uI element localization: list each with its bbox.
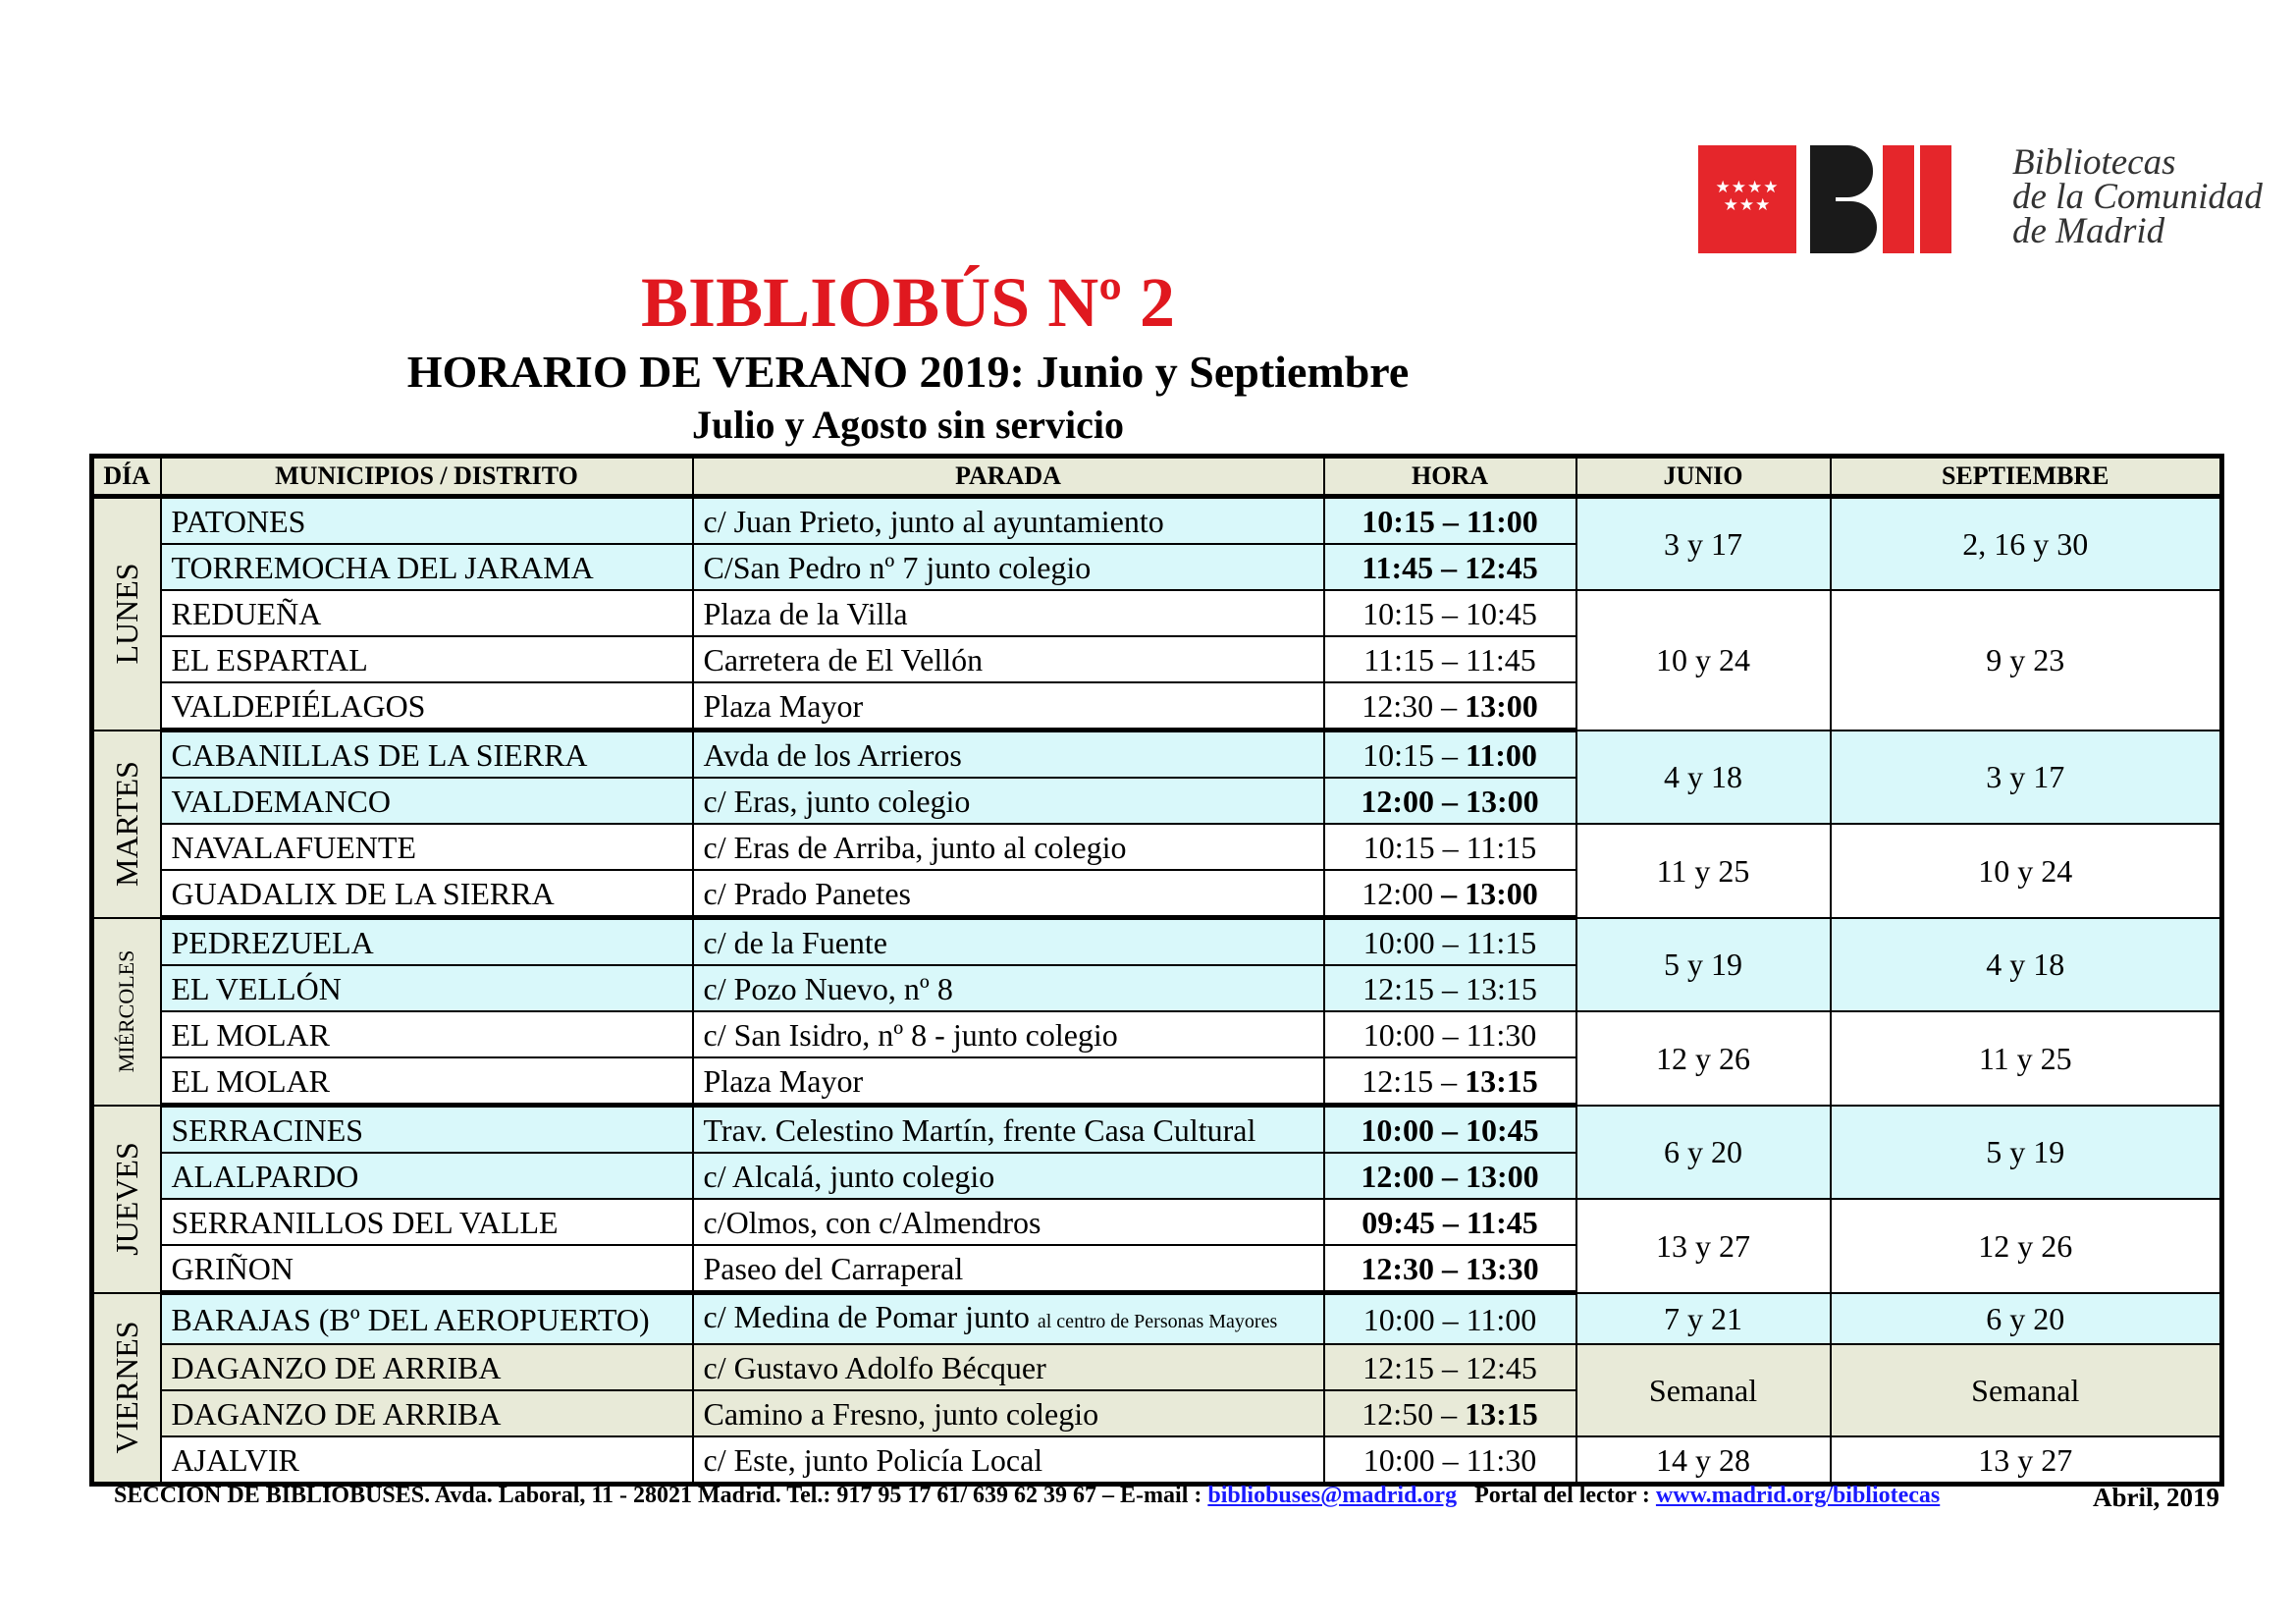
logo-letter-b-lower: [1834, 201, 1877, 253]
hora-cell: [1324, 1293, 1576, 1345]
parada-cell: c/ Eras, junto colegio: [693, 778, 1324, 824]
parada-cell: Plaza de la Villa: [693, 590, 1324, 636]
header-septiembre: SEPTIEMBRE: [1831, 457, 2222, 497]
table-row: [92, 1011, 2222, 1057]
day-label: VIERNES: [109, 1321, 145, 1454]
hora-cell: [1324, 965, 1576, 1011]
table-header-row: [92, 457, 2222, 497]
hora-text-bold: – 13:00: [1441, 875, 1538, 911]
parada-cell: [693, 1293, 1324, 1345]
municipio-cell: CABANILLAS DE LA SIERRA: [161, 731, 693, 779]
footer: [114, 1483, 2219, 1512]
table-row: [92, 497, 2222, 545]
hora-text: 12:00: [1362, 875, 1442, 911]
email-link[interactable]: bibliobuses@madrid.org: [1207, 1483, 1458, 1508]
hora-cell: [1324, 778, 1576, 824]
hora-text: 12:00 – 13:00: [1361, 1158, 1539, 1194]
hora-text: 12:30 –: [1362, 687, 1466, 724]
parada-cell: Plaza Mayor: [693, 1057, 1324, 1106]
logo-letter-b-upper: [1834, 145, 1873, 197]
municipio-cell: REDUEÑA: [161, 590, 693, 636]
hora-cell: [1324, 824, 1576, 870]
municipio-cell: EL ESPARTAL: [161, 636, 693, 682]
hora-cell: [1324, 1390, 1576, 1436]
day-label: MARTES: [109, 761, 145, 887]
septiembre-cell: Semanal: [1831, 1344, 2222, 1436]
hora-cell: [1324, 731, 1576, 779]
stars-icon: ★★★★ ★★★: [1715, 178, 1780, 215]
day-cell-miercoles: [92, 918, 161, 1106]
junio-cell: 14 y 28: [1576, 1436, 1831, 1485]
municipio-cell: GRIÑON: [161, 1245, 693, 1293]
hora-cell: [1324, 1011, 1576, 1057]
hora-cell: [1324, 590, 1576, 636]
hora-text-bold: 13:15: [1465, 1062, 1538, 1099]
septiembre-cell: 12 y 26: [1831, 1199, 2222, 1293]
header-parada: PARADA: [693, 457, 1324, 497]
hora-text: 10:00 – 11:30: [1362, 1016, 1537, 1053]
header-hora: HORA: [1324, 457, 1576, 497]
day-cell-jueves: [92, 1106, 161, 1293]
parada-cell: c/ de la Fuente: [693, 918, 1324, 966]
header-junio: JUNIO: [1576, 457, 1831, 497]
table-row: [92, 731, 2222, 779]
hora-cell: [1324, 1153, 1576, 1199]
municipio-cell: EL VELLÓN: [161, 965, 693, 1011]
hora-text-bold: 13:15: [1465, 1395, 1538, 1432]
junio-cell: 6 y 20: [1576, 1106, 1831, 1200]
hora-text: 10:15 – 11:15: [1362, 829, 1537, 865]
junio-cell: 10 y 24: [1576, 590, 1831, 731]
municipio-cell: EL MOLAR: [161, 1057, 693, 1106]
municipio-cell: GUADALIX DE LA SIERRA: [161, 870, 693, 918]
table-row: [92, 1199, 2222, 1245]
septiembre-cell: 13 y 27: [1831, 1436, 2222, 1485]
header-municipios: MUNICIPIOS / DISTRITO: [161, 457, 693, 497]
hora-text-bold: 11:00: [1466, 736, 1537, 773]
septiembre-cell: 9 y 23: [1831, 590, 2222, 731]
hora-text-bold: 13:00: [1465, 687, 1538, 724]
municipio-cell: DAGANZO DE ARRIBA: [161, 1344, 693, 1390]
junio-cell: 4 y 18: [1576, 731, 1831, 825]
footer-contact: SECCION DE BIBLIOBUSES. Avda. Laboral, 11 - 28021 Madrid. Tel.: 917 95 17 61/ 639 62 39 67 – E-mail :: [114, 1483, 1208, 1508]
hora-cell: [1324, 918, 1576, 966]
septiembre-cell: 3 y 17: [1831, 731, 2222, 825]
hora-cell: [1324, 1344, 1576, 1390]
hora-cell: [1324, 682, 1576, 731]
hora-text: 11:15 – 11:45: [1363, 641, 1536, 677]
parada-cell: c/ Prado Panetes: [693, 870, 1324, 918]
hora-cell: [1324, 870, 1576, 918]
day-label: LUNES: [109, 563, 145, 665]
municipio-cell: SERRACINES: [161, 1106, 693, 1154]
municipio-cell: NAVALAFUENTE: [161, 824, 693, 870]
hora-cell: [1324, 1057, 1576, 1106]
hora-cell: [1324, 636, 1576, 682]
day-cell-lunes: [92, 497, 161, 731]
septiembre-cell: 2, 16 y 30: [1831, 497, 2222, 591]
parada-cell: C/San Pedro nº 7 junto colegio: [693, 544, 1324, 590]
parada-text: c/ Medina de Pomar junto: [703, 1299, 1038, 1334]
municipio-cell: PEDREZUELA: [161, 918, 693, 966]
footer-portal-label: Portal del lector :: [1457, 1483, 1656, 1508]
parada-cell: Avda de los Arrieros: [693, 731, 1324, 779]
day-label: JUEVES: [109, 1142, 145, 1256]
municipio-cell: SERRANILLOS DEL VALLE: [161, 1199, 693, 1245]
parada-cell: c/ Gustavo Adolfo Bécquer: [693, 1344, 1324, 1390]
table-row: [92, 1293, 2222, 1345]
service-note: Julio y Agosto sin servicio: [691, 403, 1125, 447]
municipio-cell: EL MOLAR: [161, 1011, 693, 1057]
table-row: [92, 918, 2222, 966]
septiembre-cell: 4 y 18: [1831, 918, 2222, 1012]
madrid-flag-icon: [1698, 145, 1796, 253]
hora-text: 12:15 –: [1362, 1062, 1466, 1099]
parada-cell: c/ Eras de Arriba, junto al colegio: [693, 824, 1324, 870]
logo-text-line1: Bibliotecas: [2012, 142, 2176, 183]
parada-cell: c/Olmos, con c/Almendros: [693, 1199, 1324, 1245]
septiembre-cell: 10 y 24: [1831, 824, 2222, 918]
municipio-cell: VALDEPIÉLAGOS: [161, 682, 693, 731]
hora-text: 12:00 – 13:00: [1361, 783, 1539, 819]
logo-text-line2: de la Comunidad: [2012, 177, 2263, 217]
junio-cell: 5 y 19: [1576, 918, 1831, 1012]
logo-text: [2012, 142, 2263, 251]
junio-cell: 7 y 21: [1576, 1293, 1831, 1345]
junio-cell: 12 y 26: [1576, 1011, 1831, 1106]
hora-text: 10:15 – 11:00: [1362, 503, 1538, 539]
municipio-cell: PATONES: [161, 497, 693, 545]
septiembre-cell: 6 y 20: [1831, 1293, 2222, 1345]
hora-text: 11:45 – 12:45: [1362, 549, 1538, 585]
table-row: [92, 1436, 2222, 1485]
hora-cell: [1324, 1199, 1576, 1245]
municipio-cell: BARAJAS (Bº DEL AEROPUERTO): [161, 1293, 693, 1345]
hora-text: 12:15 – 13:15: [1362, 970, 1537, 1006]
hora-text: 10:00 – 11:15: [1362, 924, 1537, 960]
day-cell-viernes: [92, 1293, 161, 1485]
page-title: BIBLIOBÚS Nº 2: [641, 263, 1175, 342]
hora-text: 10:00 – 11:00: [1362, 1301, 1537, 1337]
hora-text: 12:15 – 12:45: [1362, 1349, 1537, 1385]
parada-cell: Carretera de El Vellón: [693, 636, 1324, 682]
header-dia: DÍA: [92, 457, 161, 497]
parada-cell: Trav. Celestino Martín, frente Casa Cultural: [693, 1106, 1324, 1154]
day-label: MIÉRCOLES: [114, 949, 139, 1073]
day-cell-martes: [92, 731, 161, 918]
hora-text: 12:30 – 13:30: [1361, 1250, 1539, 1286]
parada-cell: c/ Pozo Nuevo, nº 8: [693, 965, 1324, 1011]
parada-cell: c/ Este, junto Policía Local: [693, 1436, 1324, 1485]
municipio-cell: ALALPARDO: [161, 1153, 693, 1199]
junio-cell: 13 y 27: [1576, 1199, 1831, 1293]
parada-cell: Paseo del Carraperal: [693, 1245, 1324, 1293]
hora-cell: [1324, 497, 1576, 545]
table-row: [92, 1344, 2222, 1390]
hora-cell: [1324, 1436, 1576, 1485]
municipio-cell: TORREMOCHA DEL JARAMA: [161, 544, 693, 590]
junio-cell: Semanal: [1576, 1344, 1831, 1436]
septiembre-cell: 11 y 25: [1831, 1011, 2222, 1106]
parada-text-small: al centro de Personas Mayores: [1037, 1311, 1278, 1332]
hora-text: 10:00 – 10:45: [1361, 1111, 1539, 1148]
parada-cell: c/ Alcalá, junto colegio: [693, 1153, 1324, 1199]
logo-red-bar-2: [1920, 145, 1951, 253]
municipio-cell: VALDEMANCO: [161, 778, 693, 824]
parada-cell: c/ San Isidro, nº 8 - junto colegio: [693, 1011, 1324, 1057]
logo-text-line3: de Madrid: [2012, 211, 2165, 251]
table-row: [92, 1106, 2222, 1154]
junio-cell: 11 y 25: [1576, 824, 1831, 918]
portal-link[interactable]: www.madrid.org/bibliotecas: [1655, 1483, 1941, 1508]
municipio-cell: DAGANZO DE ARRIBA: [161, 1390, 693, 1436]
parada-cell: c/ Juan Prieto, junto al ayuntamiento: [693, 497, 1324, 545]
parada-cell: Camino a Fresno, junto colegio: [693, 1390, 1324, 1436]
table-row: [92, 824, 2222, 870]
municipio-cell: AJALVIR: [161, 1436, 693, 1485]
page-subtitle: HORARIO DE VERANO 2019: Junio y Septiembre: [406, 347, 1410, 397]
comunidad-madrid-logo: [1698, 142, 2263, 255]
septiembre-cell: 5 y 19: [1831, 1106, 2222, 1200]
logo-letter-b: [1810, 145, 1836, 253]
parada-cell: Plaza Mayor: [693, 682, 1324, 731]
hora-text: 09:45 – 11:45: [1362, 1204, 1538, 1240]
table-row: [92, 590, 2222, 636]
hora-text: 10:00 – 11:30: [1362, 1441, 1537, 1478]
hora-text: 10:15 – 10:45: [1362, 595, 1537, 631]
hora-cell: [1324, 1245, 1576, 1293]
hora-text: 10:15 –: [1362, 736, 1466, 773]
footer-date: Abril, 2019: [2092, 1483, 2219, 1512]
logo-red-bar-1: [1883, 145, 1914, 253]
hora-cell: [1324, 544, 1576, 590]
schedule-table: [89, 454, 2224, 1487]
junio-cell: 3 y 17: [1576, 497, 1831, 591]
hora-cell: [1324, 1106, 1576, 1154]
hora-text: 12:50 –: [1362, 1395, 1466, 1432]
